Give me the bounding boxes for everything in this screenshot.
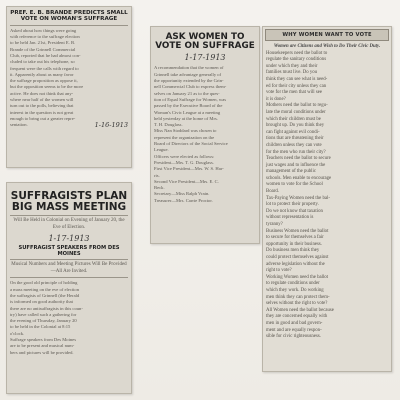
text-line: On the good old principle of holding [10, 280, 78, 286]
handwritten-date: 1-16-1913 [94, 121, 128, 130]
text-line: Tax-Paying Women need the bal- [266, 195, 330, 201]
text-line: the suffrage proposition as oppose it, [10, 78, 78, 84]
text-line: All Women need the ballot because [266, 307, 334, 313]
text-line: right to vote? [266, 268, 292, 274]
text-line: just wages and to influence the [266, 162, 326, 168]
text-line: brought up. Do you think they [266, 123, 325, 129]
text-line: the suffragists of Grinnell (the Herald [10, 292, 80, 298]
text-line: ed for their city unless they can [266, 83, 327, 89]
text-line: o'clock. [10, 330, 25, 336]
clipping-body [262, 51, 392, 341]
text-line: Suffrage speakers from Des Moines [10, 336, 76, 342]
text-line: is informed on good authority that [10, 299, 73, 305]
text-line: families must live. Do you [266, 70, 318, 76]
text-line: men think they can protect them- [266, 294, 330, 300]
text-line: enough to bring out a greater repre- [10, 115, 76, 121]
text-line: tyranny? [266, 222, 283, 228]
clipping-headline: PREF. E. B. BRANDE PREDICTS SMALL VOTE ON WOMAN'S SUFFRAGE [10, 10, 128, 22]
text-line: Officers were elected as follows: [154, 153, 215, 159]
text-line: Second Vice President—Mrs. E. C. [154, 178, 219, 184]
text-line: Club, reported that he had almost con- [10, 52, 81, 58]
clipping-subhead: Women are Citizens and Wish to Do Their Civic Duty. [273, 44, 381, 49]
clipping-ask-women [150, 26, 260, 244]
clipping-headline: SUFFRAGISTS PLAN BIG MASS MEETING [10, 190, 128, 214]
text-line: Grinnell take advantage generally of [154, 71, 222, 77]
clipping-brande-predicts [6, 6, 132, 168]
text-line: President—Mrs. T. G. Douglass. [154, 159, 214, 165]
text-line: Do we not know that taxation [266, 208, 323, 214]
text-line: sentation. [10, 122, 28, 128]
text-line: late the moral conditions under [266, 109, 326, 115]
text-line: interest in the question is not great [10, 109, 74, 115]
text-line: frequent were the calls with regard to [10, 65, 79, 71]
text-line: under which they and their [266, 63, 318, 69]
divider [10, 25, 128, 26]
clipping-body [10, 28, 128, 129]
text-line: children unless they can vote [266, 142, 322, 148]
handwritten-date: 1-17-1913 [48, 234, 90, 244]
text-line: League. [154, 147, 169, 153]
text-line: to regulate conditions under [266, 281, 320, 287]
text-line: which their children must be [266, 116, 321, 122]
text-line: where near half of the women will [10, 96, 74, 102]
text-line: schools. Men enable to encourage [266, 175, 332, 181]
text-line: regulate the sanitary conditions [266, 57, 327, 63]
text-line: can fight against evil condi- [266, 129, 320, 135]
clipping-banner: WHY WOMEN WANT TO VOTE [265, 29, 389, 41]
text-line: Miss Nan Stoddard was chosen to [154, 128, 217, 134]
text-line: for the men who run their city? [266, 149, 326, 155]
text-line: Board of Directors of the Social Service [154, 141, 228, 147]
text-line: the opportunity extended by the Grin- [154, 78, 224, 84]
text-line: selves without the right to vote? [266, 301, 328, 307]
text-line: which they work. Do working [266, 287, 324, 293]
text-line: to be held Jan. 21st, President E. B. [10, 40, 76, 46]
text-line: ris. [154, 172, 160, 178]
text-line: turn out to the polls, believing that [10, 103, 74, 109]
text-line: with reference to the suffrage election [10, 34, 80, 40]
text-line: vote for the men that will see [266, 90, 322, 96]
text-line: to secure for themselves a fair [266, 235, 324, 241]
text-line: Beck. [154, 185, 165, 191]
text-line: Housekeepers need the ballot to [266, 50, 328, 56]
text-line: Working Women need the ballot [266, 274, 329, 280]
text-line: to be held in the Colonial at 8:15 [10, 324, 71, 330]
text-line: nell Commercial Club to express them- [154, 84, 227, 90]
text-line: are to be present and musical num- [10, 343, 75, 349]
divider [10, 277, 128, 278]
text-line: but the opposition seems to be the more [10, 84, 84, 90]
text-line: Woman's Civic League at a meeting [154, 109, 221, 115]
clipping-subhead: Will Be Held in Colonial on Evening of January 20, the Eve of Election. [13, 218, 125, 230]
text-line: Teachers need the ballot to secure [266, 156, 331, 162]
text-line: without representation is [266, 215, 314, 221]
text-line: lot to protect their property. [266, 202, 319, 208]
text-line: adverse legislation without the [266, 261, 325, 267]
text-line: First Vice President—Mrs. W. S. Har- [154, 166, 224, 172]
text-line: sible for civic righteousness. [266, 334, 321, 340]
text-line: Treasurer—Mrs. Carrie Proctor. [154, 197, 213, 203]
text-line: T. H. Douglass. [154, 122, 183, 128]
text-line: it is done? [266, 96, 286, 102]
text-line: there are no antisuffragists in this coun- [10, 305, 83, 311]
text-line: held yesterday at the home of Mrs. [154, 115, 218, 121]
text-line: passed by the Executive Board of the [154, 103, 223, 109]
text-line: bers and pictures will be provided. [10, 349, 74, 355]
handwritten-date: 1-17-1913 [184, 53, 226, 63]
text-line: Asked about how things were going [10, 27, 77, 33]
divider [10, 259, 128, 260]
text-line: try) have called such a gathering for [10, 311, 77, 317]
clipping-headline: ASK WOMEN TO VOTE ON SUFFRAGE [155, 32, 255, 52]
text-line: think they can see what is need- [266, 76, 328, 82]
text-line: Board. [266, 189, 279, 195]
text-line: could protect themselves against [266, 255, 329, 260]
music-subhead: Musical Numbers and Meeting Pictures Will Be Provided—All Are Invited. [11, 262, 127, 274]
clipping-suffragists-plan [6, 182, 132, 394]
text-line: cluded to take out his telephone, so [10, 59, 75, 65]
text-line: management of the public [266, 169, 316, 175]
clipping-body [154, 65, 256, 204]
text-line: they are concerned equally with [266, 314, 328, 320]
text-line: men in good and bad govern- [266, 320, 323, 326]
text-line: represent the organization on the [154, 134, 215, 140]
text-line: the evening of Thursday, January 20 [10, 318, 77, 324]
text-line: opportunity in their business. [266, 241, 322, 247]
text-line: Brande of the Grinnell Commercial [10, 46, 76, 52]
text-line: selves on January 21 as to the ques- [154, 90, 220, 96]
speakers-subhead: SUFFRAGIST SPEAKERS FROM DES MOINES [18, 245, 120, 257]
clipping-body [10, 280, 128, 356]
text-line: tion of Equal Suffrage for Women, was [154, 96, 227, 102]
text-line: ment and are equally respon- [266, 327, 322, 333]
text-line: Do business men think they [266, 248, 320, 254]
text-line: A recommendation that the women of [154, 65, 224, 71]
text-line: Secretary—Miss Ralph Vrain. [154, 191, 210, 197]
text-line: Business Women need the ballot [266, 228, 329, 234]
text-line: active. He does not think that any- [10, 90, 74, 96]
clipping-why-women-vote [262, 26, 392, 372]
divider [10, 215, 128, 216]
text-line: a mass meeting on the eve of election [10, 286, 80, 292]
text-line: tions that are threatening their [266, 136, 324, 142]
text-line: it. Apparently about as many favor [10, 71, 74, 77]
text-line: Mothers need the ballot to regu- [266, 103, 328, 109]
text-line: women to vote for the School [266, 182, 323, 188]
